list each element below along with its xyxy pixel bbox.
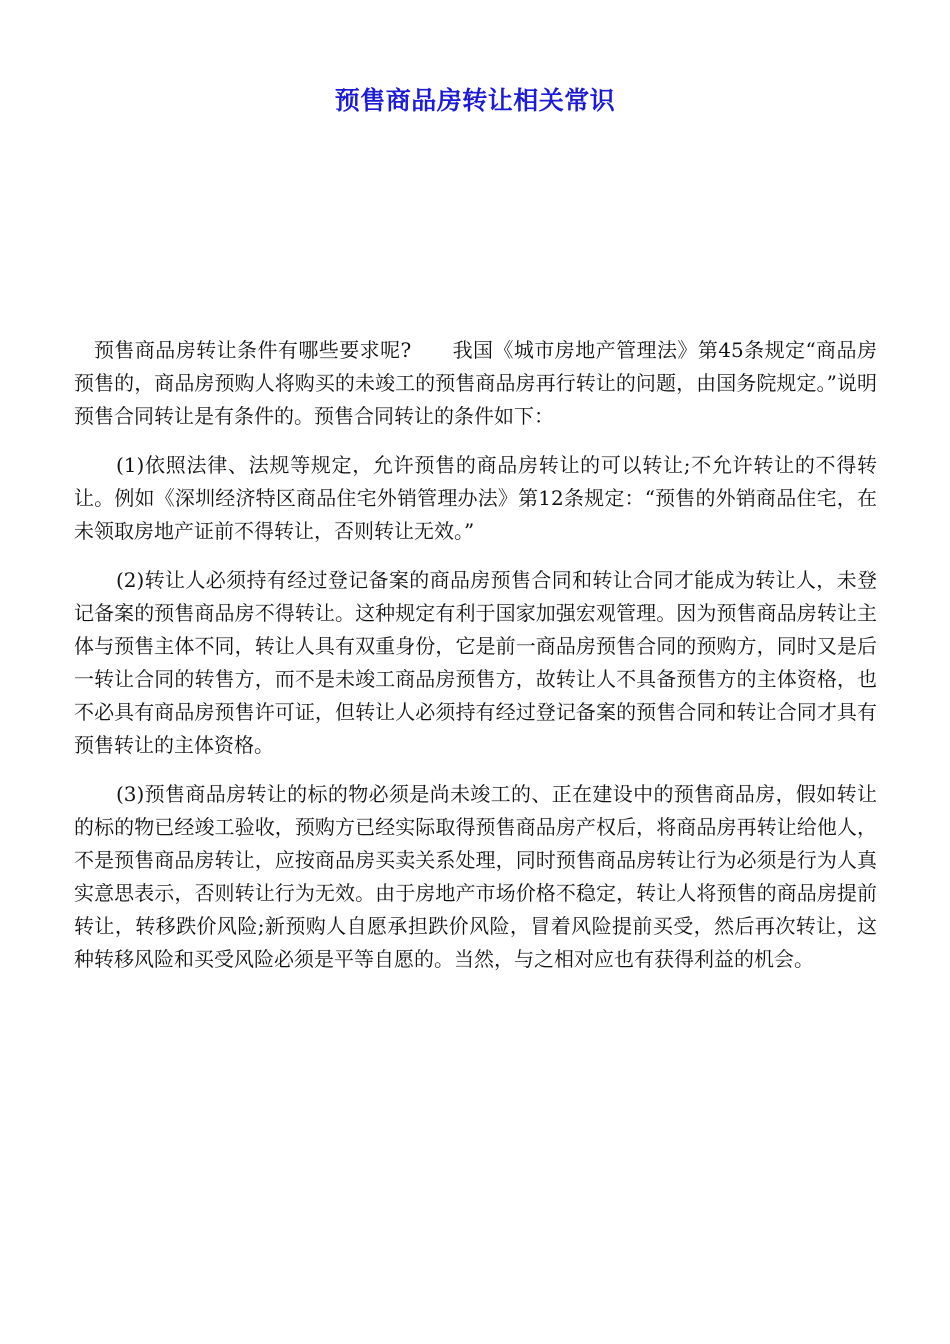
paragraph-intro: 预售商品房转让条件有哪些要求呢? 我国《城市房地产管理法》第45条规定“商品房预售的，商品房预购人将购买的未竣工的预售商品房再行转让的问题，由国务院规定。”说明预售合同转让是有条件的。预售合同转让的条件如下： [74,338,877,428]
page-title: 预售商品房转让相关常识 [334,86,616,115]
paragraph-condition-2: (2)转让人必须持有经过登记备案的商品房预售合同和转让合同才能成为转让人，未登记备案的预售商品房不得转让。这种规定有利于国家加强宏观管理。因为预售商品房转让主体与预售主体不同，转让人具有双重身份，它是前一商品房预售合同的预购方，同时又是后一转让合同的转售方，而不是未竣工商品房预售方，故转让人不具备预售方的主体资格，也不必具有商品房预售许可证，但转让人必须持有经过登记备案的预售合同和转让合同才具有预售转让的主体资格。 [74,568,877,757]
paragraph-condition-1: (1)依照法律、法规等规定，允许预售的商品房转让的可以转让;不允许转让的不得转让。例如《深圳经济特区商品住宅外销管理办法》第12条规定：“预售的外销商品住宅，在未领取房地产证前不得转让，否则转让无效。” [74,453,877,543]
document-body [74,334,877,992]
paragraph-condition-3: (3)预售商品房转让的标的物必须是尚未竣工的、正在建设中的预售商品房，假如转让的标的物已经竣工验收，预购方已经实际取得预售商品房产权后，将商品房再转让给他人，不是预售商品房转让，应按商品房买卖关系处理，同时预售商品房转让行为必须是行为人真实意思表示，否则转让行为无效。由于房地产市场价格不稳定，转让人将预售的商品房提前转让，转移跌价风险;新预购人自愿承担跌价风险，冒着风险提前买受，然后再次转让，这种转移风险和买受风险必须是平等自愿的。当然，与之相对应也有获得利益的机会。 [74,782,877,971]
